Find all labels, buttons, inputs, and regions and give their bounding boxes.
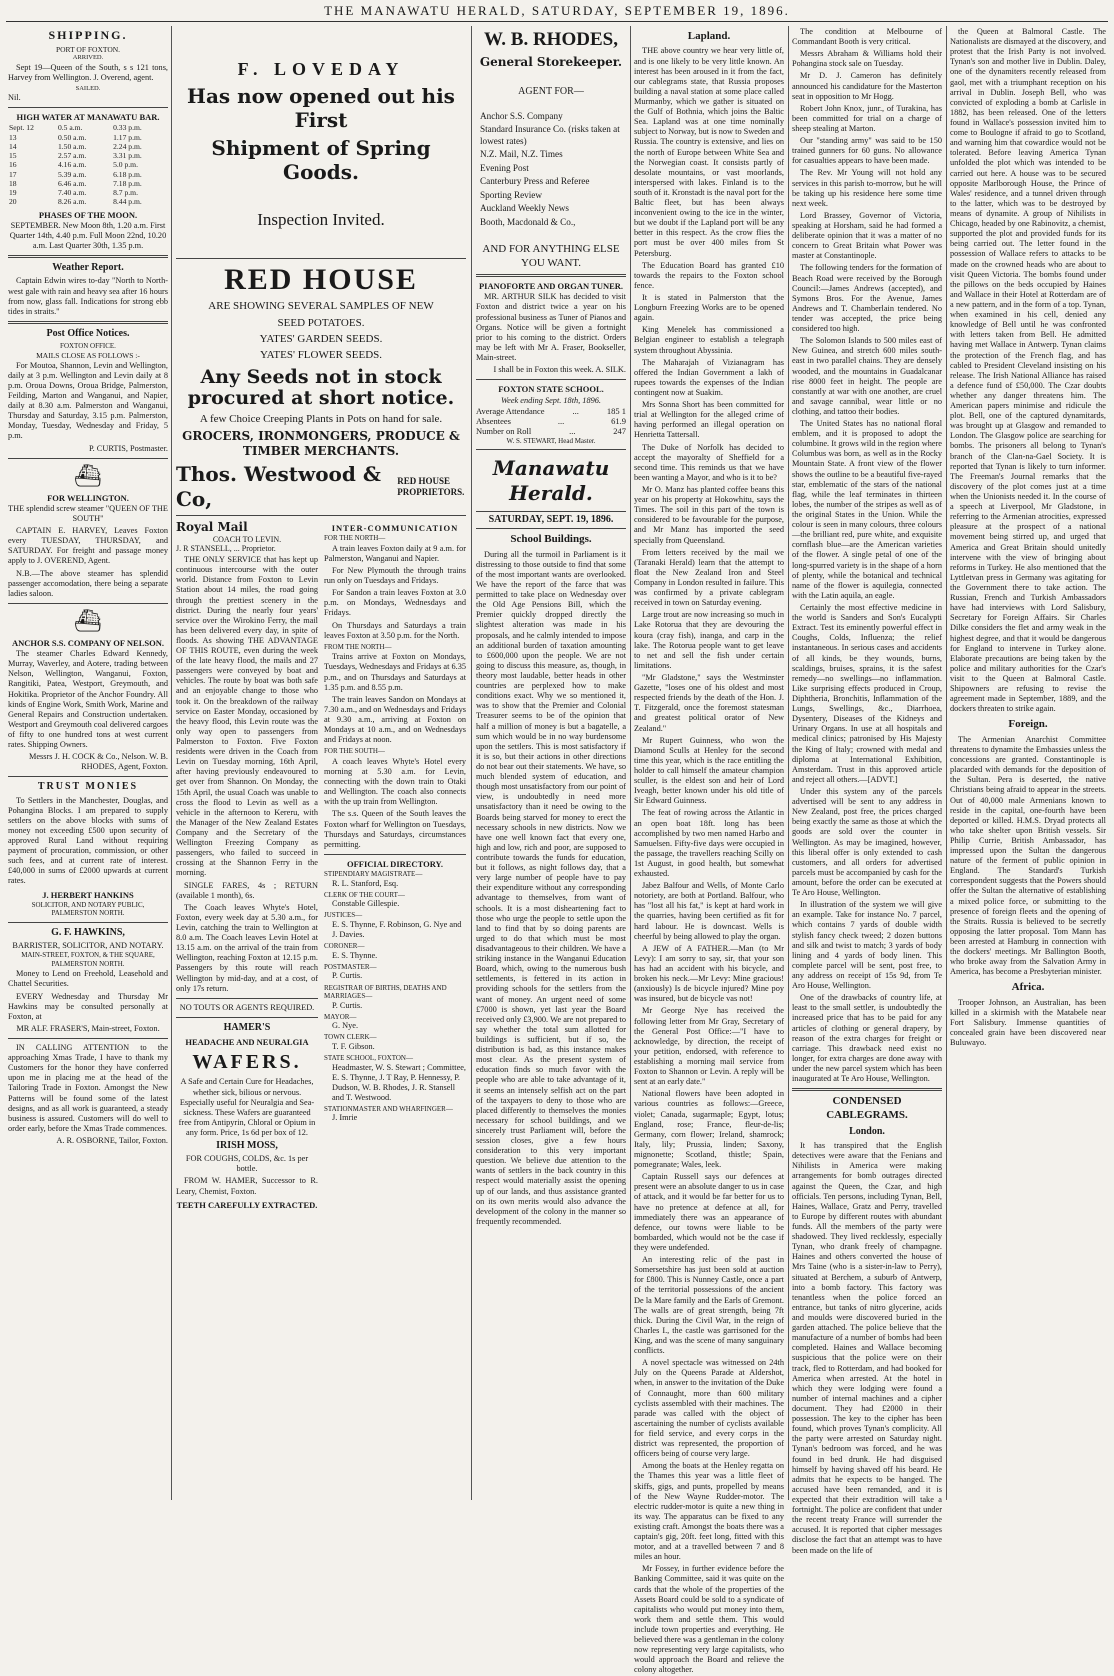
tide-cell: 5.39 a.m.: [57, 169, 87, 179]
steamer-nb: N.B.—The above steamer has splendid passenger accomodation, there being a separate ladies saloon.: [8, 568, 168, 598]
masthead-rule: [6, 21, 1108, 22]
tide-row: [8, 142, 168, 151]
tide-cell: 8.7 p.m.: [113, 188, 138, 198]
news-paragraph: The Solomon Islands to 500 miles east of New Guinea, and stretch 600 miles south-east in two parallel chains. They are densely wooded, and the mountains in Guadalcanar rise 8000 feet in height. The people are constantly at war with one another, are cruel and savage cannibal, wear little or no clothing, and tattoo their bodies.: [792, 336, 942, 416]
school-row: [476, 426, 626, 436]
tide-cell: 0.5 a.m.: [57, 123, 83, 133]
from-north-2: The train leaves Sandon on Mondays at 7.30 a.m., and on Wednesdays and Fridays at 9.30 a.m., arriving at Foxton on Mondays at 10 a.m., and on Wednesdays and Fridays at noon.: [324, 694, 466, 745]
loveday-name: F. LOVEDAY: [237, 59, 405, 79]
tide-cell: 1.50 a.m.: [57, 141, 87, 151]
piano-title: PIANOFORTE AND ORGAN TUNER.: [478, 281, 624, 292]
agency-item: Booth, Macdonald & Co.,: [480, 216, 576, 227]
agency-item: Auckland Weekly News: [480, 203, 569, 214]
tide-cell: 8.26 a.m.: [57, 197, 87, 207]
news-paragraph: Mr O. Manz has planted coffee beans this year on his property at Hokowhitu, says the Times. The soil in this part of the town is considered to be favourable for the purpose, and Mr Manz has imported the seed specially from Queensland.: [634, 485, 784, 545]
hankins-name: J. HERBERT HANKINS: [42, 889, 134, 900]
school-cell: Absentees: [476, 416, 511, 427]
directory-list: [324, 870, 466, 1123]
post-sub: FOXTON OFFICE.: [60, 342, 116, 351]
ship-icon: ⛴: [74, 462, 102, 488]
school-cell: 185 1: [606, 405, 626, 416]
news-paragraph: Our "standing army" was said to be 150 trained gunners for 60 guns. No allowance for casualties appears to have been made.: [792, 136, 942, 166]
school-row: [476, 416, 626, 426]
leader-article: During all the turmoil in Parliament is it distressing to those outside to find that some of the most important wants are overlooked. We have the report of the farce that was permitted to take place on Wednesday over the Old Age Pensions Bill, which the Premier quickly dropped directly the slightest alteration was made in his proposals, and he calmly intended to impose an additional burden of taxation amounting to £600,000 upon the people. We are not going to discuss this measure, as, though, in theory most laudable, better heads in other countries are perplexed how to make conditions exact. Why we so mentioned it, was to show that the Premier and Colonial Treasurer seems to be of the opinion that half a million of money is but a bagatelle, a sum which would be in no way burdensome upon the settlers. This is most satisfactory if it is so, but their actions in other directions do not bear out their statements. We have, so much blended system of education, and though most unsatisfactory from our point of view, is undoubtedly in need more unsatisfactory than it need be owing to the Boards being starved for money to erect the necessary schools in new districts. Now we have one well known fact that every one, high and low, rich and poor, are supposed to contribute towards the funds for education, but it follows, as night follows day, that a very large number of people have to pay their expenditure without any corresponding advantage to themselves, from want of schools. It is a most disheartening fact to those who urge the people to settle upon the land to find that by so doing parents are urged to do that which must be most disadvantageous to their children. We have a striking instance in the Wanganui Education Board, which, owing to the numerous bush settlements, is fettered in its action in providing schools for the settlers from the want of money. An urgent need of some £7000 is shown, yet last year the Board received only £3,900. We are not prepared to say whether the total sum allotted for buildings is sufficient, but if so, the distribution is bad, as this instance makes most clear. As the present system of education finds so much favor with the people who are able to take advantage of it, it seems an intensely selfish act on the part of the taxpayers to deny to those who are placed differently to themselves the monies necessary for school buildings, and we sincerely trust Parliament will, before the session closes, give a few hours consideration to this very important question. We believe due attention to the wants of settlers in the back country in this respect would materially assist the opening up of our lands, and thus assistance granted on its own merits would also advance the development of the colony in the manner so frequently recommended.: [476, 549, 626, 1226]
agency-item: Canterbury Press and Referee: [480, 176, 590, 187]
tide-row: [8, 179, 168, 188]
school-cell: ...: [572, 405, 579, 416]
column-divider: [946, 26, 947, 1500]
divider: [176, 1017, 318, 1018]
divider: [8, 255, 168, 258]
lapland-title: Lapland.: [687, 30, 731, 42]
fares: SINGLE FARES, 4s ; RETURN (available 1 month), 6s.: [176, 880, 318, 900]
coach-text: THE ONLY SERVICE that has kept up continuous intercourse with the outer world. Distance from Foxton to Levin Station about 14 miles, the road going through the prettiest scenery in the district. During the nearly four years' service over the Wirokino Ferry, the mail has been delivered every day, in spite of floods. As showing THE ADVANTAGE OF THIS ROUTE, even during the week of the late heavy flood, the mails and 27 passengers were conveyed by boat and vehicles. The route by boat was both safe and an enjoyable change to those who took it. On the breakdown of the railway service on Easter Monday, occasioned by the heavy flood, this Levin route was the only way open to passengers from Palmerston to Foxton. Five Foxton residents were driven in the Coach from Levin on Tuesday morning, 16th April, after having previously endeavoured to get over from Shannon. On Monday, the 15th April, the usual Coach was unable to cross the flood to Levin as well as a vehicle in the afternoon to Kereru, with the Manager of the New Zealand Estates Company and the Secretary of the Wellington Freezing Company as passengers, who failed to succeed in crossing at the Shannon Ferry in the morning.: [176, 555, 318, 878]
tide-cell: 18: [9, 178, 17, 188]
news-paragraph: "Mr Gladstone," says the Westminster Gazette, "loses one of his oldest and most respected friends by the death of the Hon. J. T. Fitzgerald, once the foremost statesman and greatest political orator of New Zealand.": [634, 672, 784, 733]
tide-cell: 19: [9, 188, 17, 198]
london-text: It has transpired that the English detectives were aware that the Fenians and Nihilists in America were making arrangements for bomb outrages directed against the Queen, the Czar, and high officials. Ten persons, including Tynan, Bell, Haines, Wallace, Gratz and Perry, travelled to Europe by different routes with abundant funds. All the members of the party were shadowed. They lived recklessly, especially Tynan, who drank freely of champagne. Haines and others converted the house of Mrs Taine (who is a sister-in-law to Perry), situated at Berchem, a suburb of Antwerp, into a bomb factory. This factory was tenantless when the police forced an entrance, but tanks of nitro glycerine, acids and moulds were discovered buried in the garden attached. The police believe that the manufacture of a number of bombs had been completed. Haines and Wallace becoming suspicious that the police were on their track, fled to Rotterdam, and had booked for America when arrested. At the hotel in which they were lodging were found a number of internal machines and a cipher document. They had £2000 in their possession. The key to the cipher has been found, which proves Tynan's complicity. All the party were arrested on Saturday night. Tynan's bedroom was forced, and he was found in bed drunk. He had disguised himself by having shaved off his beard. He admits that he expects to be hanged. The accused have been remanded, and it is expected that their extradition will take a fortnight. The police are confident that under the recent treaty France will surrender the accused. It is reported that cipher messages disclose the fact that an attempt was to have been made on the life of: [792, 1141, 942, 1555]
royal-mail: Royal Mail: [176, 519, 248, 534]
column-divider: [630, 26, 631, 1500]
directory-office: JUSTICES—: [324, 911, 363, 920]
news-paragraph: The United States has no national floral emblem, and it is proposed to adopt the columbine. It grows wild in the region where Columbus was born, as well as in the Rocky Mountain State. A front view of the flower shows the outline to be a beautiful five-rayed star, emblematic of the stars of the national flag, while the leaf terminates in thirteen lobes, the number of the stripes as well as of the original States in the Union. While the colour is seen in many colours, three colours—the brilliant red, pure white, and exquisite cornflash blue—are the American varieties of the flower. A single petal of one of the long-spurred variety is in the shape of a horn of plenty, while the botanical and technical name of the flower is aquilegia, connected with the Latin aquila, an eagle.: [792, 419, 942, 600]
seed-potatoes: SEED POTATOES.: [277, 316, 365, 329]
divider: [476, 379, 626, 380]
divider: [8, 922, 168, 923]
steamer-text: CAPTAIN E. HARVEY, Leaves Foxton every TUESDAY, THURSDAY, and SATURDAY. For freight and passage money apply to J. OVEREND, Agent.: [8, 526, 168, 566]
news-paragraph: The Rev. Mr Young will not hold any services in this parish to-morrow, but he will be taking up his residence here some time next week.: [792, 168, 942, 208]
hamer-sign: FROM W. HAMER, Successor to R. Leary, Chemist, Foxton.: [176, 1176, 318, 1196]
tide-cell: 7.18 p.m.: [113, 178, 142, 188]
showing-text: ARE SHOWING SEVERAL SAMPLES OF NEW: [208, 300, 434, 313]
masthead: [0, 0, 1114, 22]
news-paragraph: The following tenders for the formation of Beach Road were received by the Borough Council:—James Andrews (accepted), and Symons Bros. For the Avenue, James Andrews and T. Chamberlain tendered. No tender was accepted, the price being considered too high.: [792, 263, 942, 334]
weather-title: Weather Report.: [52, 262, 124, 274]
africa-title: Africa.: [1011, 981, 1045, 994]
agency-item: Sporting Review: [480, 189, 543, 200]
sailed-label: SAILED.: [75, 84, 101, 92]
tide-cell: 16: [9, 160, 17, 170]
school-attendance: [476, 406, 626, 437]
inspection-invited: Inspection Invited.: [257, 210, 385, 230]
fraser-address: MR ALF. FRASER'S, Main-street, Foxton.: [16, 1023, 160, 1033]
tide-cell: 0.33 p.m.: [113, 123, 142, 133]
london-continued: the Queen at Balmoral Castle. The Nationalists are dismayed at the discovery, and protest that the Irish Party is not involved. Tynan's son and mother live in Dublin. Daley, one of the dynamiters recently released from gaol, met with a triumphant reception on his arrival in Dublin. Joseph Bell, who was convicted of exploding a bomb at Carlisle in 1882, has been released. One of the letters found in Wallace's possession invited him to come to Boulogne if afraid to go to Scotland, and warning him that cowardice would not be tolerated. Before leaving America Tynan unfolded the plot which was intended to be carried out here. A house was to be secured opposite Marlborough House, the Prince of Wales' residence, and a tunnel driven through to the latter, which was to be destroyed by means of dynamite. A group of Nihilists in Chicago, headed by one Rabinovitz, a chemist, supported the plot and provided funds for its being carried out. The letter found in the possession of Wallace refers to attacks to be made on the crowned heads who are about to visit Queen Victoria. The bombs found under the pillows on the beds occupied by Haines and Wallace in their Hotel at Rotterdam are of a new pattern, and in the form of a top. Tynan, when examined in his cell, denied any knowledge of Bell until he was confronted with letters taken from Bell. He admitted having met Wallace in Antwerp. Tynan claims the protection of the French flag, and has cabled to President Cleveland insisting on his release. The Irish National Alliance has raised a defence fund of £50,000. The Czar doubts whether any danger threatens him. The American papers minimise and ridicule the plot. Bell, one of the captured dynamitards, was brought up at Glasgow and remanded to London. The Glasgow police are searching for bombs. The prisoners all belong to Tynan's branch of the Clan-na-Gael Society. It is reported that Tynan is likely to turn informer. The Freeman's Journal remarks that the discovery of the plot comes just at a time when the Unionists needed it. In the course of a speech at Liverpool, Mr Gladstone, in referring to the Armenian atrocities, expressed pleasure at the prospect of a national movement being stirred up, and urged that America and Great Britain should unitedly intervene with the view of bringing about reforms in Turkey. He also mentioned that the Lyttletvan press in Germany was agitating for the Government there to take action. The Russian, French and Turkish Ambassadors have had interviews with Lord Salisbury, Secretary for Foreign Affairs. Sir Charles Dilke considers the flet and army weak in the highest degree, and that it would be dangerous for England to intervene in Turkey alone. Elaborate precautions are being taken by the police and military authorities for the Czar's visit to the Queen at Balmoral Castle. Shipowners are refusing to revise the agreement made in September, 1889, and the dockers threaten to strike again.: [950, 27, 1106, 714]
wafers-title: WAFERS.: [192, 1051, 302, 1074]
directory-holder: Headmaster, W. S. Stewart ; Committee, E. S. Thynne, J. T Ray, P. Hennessy, P. Dudson, W. B. Rhodes, J. R. Stansell and T. Westwood.: [332, 1062, 467, 1102]
inter-communication: [324, 520, 466, 1211]
divider: [476, 274, 626, 277]
tide-cell: 2.57 a.m.: [57, 151, 87, 161]
red-house-title: RED HOUSE: [224, 263, 418, 297]
for-north-label: FOR THE NORTH—: [324, 534, 386, 543]
news-paragraph: King Menelek has commissioned a Belgian engineer to establish a telegraph system throughout Abyssinia.: [634, 325, 784, 355]
arrived-label: ARRIVED.: [72, 53, 104, 61]
south-2: The s.s. Queen of the South leaves the Foxton wharf for Wellington on Tuesdays, Thursdays and Saturdays, circumstances permitting.: [324, 809, 466, 849]
westwood-name: Thos. Westwood & Co,: [176, 462, 381, 511]
directory-office: STATIONMASTER AND WHARFINGER—: [324, 1104, 453, 1113]
hamers-title: HAMER'S: [223, 1021, 271, 1033]
no-touts: NO TOUTS OR AGENTS REQUIRED.: [179, 1002, 315, 1012]
directory-holder: G. Nye.: [332, 1021, 359, 1031]
wafers-text: A Safe and Certain Cure for Headaches, whether sick, bilious or nervous. Especially useful for Neuralgia and Sea-sickness. These Wafers are guaranteed free from Antipyrin, Chloral or Opium in any form. Price, 1s 6d per box of 12.: [178, 1077, 316, 1137]
masthead-title: THE MANAWATU HERALD, SATURDAY, SEPTEMBER 19, 1896.: [324, 3, 790, 18]
anything-else: AND FOR ANYTHING ELSE YOU WANT.: [482, 243, 620, 269]
directory-title: OFFICIAL DIRECTORY.: [346, 858, 444, 869]
wellington-title: FOR WELLINGTON.: [47, 492, 129, 503]
mails-close: MAILS CLOSE AS FOLLOWS :-: [36, 350, 140, 360]
school-cell: Number on Roll: [476, 426, 532, 437]
tide-cell: 5.0 p.m.: [113, 160, 138, 170]
anchor-agent: Messrs J. H. COCK & Co., Nelson. W. B. RHODES, Agent, Foxton.: [29, 752, 168, 772]
directory-holder: E. S. Thynne.: [332, 950, 378, 960]
tide-cell: 6.18 p.m.: [113, 169, 142, 179]
agency-item: Evening Post: [480, 162, 529, 173]
high-water-title: HIGH WATER AT MANAWATU BAR.: [16, 111, 160, 122]
school-cell: Average Attendance: [476, 405, 545, 416]
shipping-title: SHIPPING.: [48, 28, 128, 42]
grocers: GROCERS, IRONMONGERS, PRODUCE & TIMBER MERCHANTS.: [182, 428, 460, 458]
agency-list: [476, 111, 626, 229]
column-5: [792, 26, 942, 1555]
stansell: J. R STANSELL, ... Proprietor.: [176, 544, 276, 554]
directory-office: REGISTRAR OF BIRTHS, DEATHS AND MARRIAGES—: [324, 983, 447, 1001]
directory-holder: T. F. Gibson.: [332, 1041, 375, 1051]
column-6: [950, 26, 1106, 1500]
ship-icon: ⛴: [74, 607, 102, 633]
news-paragraph: From letters received by the mail we (Taranaki Herald) learn that the attempt to float the New Zealand Iron and Steel Company in London resulted in failure. This was confirmed by a private cablegram received in town on Saturday evening.: [634, 547, 784, 608]
weather-text: Captain Edwin wires to-day "North to North-west gale with rain and heavy sea after 16 hours from now, glass fall. Indications for strong ebb tides in straits.": [8, 276, 168, 316]
school-cell: ...: [569, 426, 576, 437]
column-3: [476, 26, 626, 1500]
news-paragraph: Mr Fossey, in further evidence before the Banking Committee, said it was quite on the cards that the whole of the properties of the Assets Board could be sold to a syndicate of capitalists who would put money into them, work them and settle them. This would include town properties and everything. He believed there was a gentleman in the colony now representing very large capitalists, who would approach the Board and relieve the colony altogether.: [634, 1564, 784, 1675]
news-paragraph: Among the boats at the Henley regatta on the Thames this year was a little fleet of skiffs, gigs, and punts, propelled by means of the New Wayne Rudder-motor. The electric rudder-motor is quite a new thing in its way. The apparatus can be fixed to any existing craft. Amongst the boats there was a captain's gig, 20ft. feet long, fitted with this motor, and at a travelled between 7 and 8 miles an hour.: [634, 1461, 784, 1562]
tide-row: [8, 160, 168, 169]
news-paragraph: It is stated in Palmerston that the Longburn Freezing Works are to be opened again.: [634, 293, 784, 323]
divider: [8, 458, 168, 459]
tide-row: [8, 197, 168, 206]
divider: [792, 1088, 942, 1091]
foreign-title: Foreign.: [1008, 718, 1048, 731]
coach-advert: [176, 520, 318, 1211]
directory-office: CORONER—: [324, 942, 365, 951]
divider: [8, 321, 168, 324]
london-title: London.: [849, 1125, 885, 1137]
coach-title: COACH TO LEVIN.: [212, 534, 282, 544]
trust-title: TRUST MONIES: [37, 781, 139, 793]
school-cell: ...: [557, 416, 565, 427]
directory-office: STATE SCHOOL, FOXTON—: [324, 1053, 413, 1062]
tide-table: [8, 123, 168, 206]
foreign-text: The Armenian Anarchist Committee threatens to dynamite the Embassies unless the concessions are granted. Constantinople is placarded with demands for the deposition of the Sultan. Pera is deserted, the native Christians being afraid to appear in the streets. Out of 40,000 male Armenians known to reside in the capital, one-fourth have been deported or killed. H.M.S. Dryad protects all who take shelter upon British vessels. Sir Philip Currie, British Ambassador, has impressed upon the Sultan the dangerous nature of the ferment of public opinion in England. The Standard's Turkish correspondent suggests that the Powers should offer the Sultan the alternative of establishing a mixed police force, or submitting to the presence of foreign fleets and the opening of the Straits. Russia is believed to be secretly opposing the latter proposal. Tom Mann has been arrested at Hamburg in connection with the dockers' meetings. Mr Ballington Booth, who broke away from the Salvation Army in America, has become a Presbyterian minister.: [950, 734, 1106, 977]
tide-cell: 1.17 p.m.: [113, 132, 142, 142]
storekeeper: General Storekeeper.: [479, 54, 623, 69]
column-divider: [788, 26, 789, 1500]
agent-for: AGENT FOR—: [518, 85, 584, 97]
column-divider: [171, 26, 172, 1500]
steamer-name: THE splendid screw steamer "QUEEN OF THE SOUTH": [8, 503, 168, 523]
every-text: EVERY Wednesday and Thursday Mr Hawkins may be consulted personally at Foxton, at: [8, 991, 168, 1021]
tide-row: [8, 170, 168, 179]
directory-office: MAYOR—: [324, 1012, 357, 1021]
divider: [176, 515, 466, 516]
directory-office: POSTMASTER—: [324, 962, 377, 971]
from-north-label: FROM THE NORTH—: [324, 642, 392, 651]
trust-text: To Settlers in the Manchester, Douglas, and Pohangina Blocks. I am prepared to supply settlers on the above blocks with sums of money not exceeding £500 upon security of approved Rural Land without requiring payment of procuration, commission, or other such fees, and at current rate of interest. £40,000 in sums of £2000 upwards at current rates.: [8, 795, 168, 886]
news-notes: [792, 27, 942, 1084]
news-paragraph: The condition at Melbourne of Commandant Booth is very critical.: [792, 27, 942, 47]
tide-cell: Sept. 12: [9, 123, 34, 133]
rhodes-name: W. B. RHODES,: [484, 29, 618, 50]
divider: [176, 258, 466, 259]
tide-row: [8, 151, 168, 160]
tide-cell: 2.24 p.m.: [113, 141, 142, 151]
news-paragraph: Mrs Sonna Short has been committed for trial at Wellington for the alleged crime of having performed an illegal operation on Henrietta Tattersall.: [634, 400, 784, 440]
news-paragraph: Large trout are now increasing so much in Lake Rotorua that they are devouring the koura (cray fish), inanga, and carp in the lake. The Rotorua people want to get leave to net and sell the fish under certain limitations.: [634, 610, 784, 670]
divider: [476, 449, 626, 450]
divider: [324, 854, 466, 855]
news-paragraph: Robert John Knox, junr., of Turakina, has been committed for trial on a charge of sheep stealing at Marton.: [792, 103, 942, 133]
divider: [8, 1038, 168, 1039]
directory-holder: Constable Gillespie.: [332, 899, 400, 909]
south-1: A coach leaves Whyte's Hotel every morning at 5.30 a.m. for Levin, connecting with the down train to Otaki and Wellington. The coach also connects with the up train from Wellington.: [324, 756, 466, 807]
directory-holder: J. Imrie: [332, 1113, 358, 1123]
tide-cell: 17: [9, 169, 17, 179]
irish-text: FOR COUGHS, COLDS, &c. 1s per bottle.: [185, 1154, 309, 1174]
from-north-1: Trains arrive at Foxton on Mondays, Tuesdays, Wednesdays and Fridays at 6.35 p.m., and on Thursdays and Saturdays at 1.35 p.m. and 8.55 p.m.: [324, 652, 466, 692]
hankins-sub: SOLICITOR, AND NOTARY PUBLIC, PALMERSTON NORTH.: [31, 900, 145, 918]
lapland-text: THE above country we hear very little of, and is one likely to be very little known. An interest has been aroused in it from the fact, our cablegrams state, that Russia proposes building a naval station at some place called Murmanby, which we gather is situated on the Gulf of Bothnia, which joins the Baltic Sea. Lapland was at one time nominally subject to Norway, but is now to Sweden and Russia. The country is extensive, and lies on the north of Europe between White Sea and the Norwegian coast. It consists partly of desolate mountains, or vast moorlands, interspersed with lakes. Finland is to the south of it. Kronstadt is the naval port for the Baltic fleet, but has been always inconvenient owing to the ice in the winter, but we doubt if the Lapland port will be any better in this respect. As the crow flies the port must be over 400 miles from St Petersburg.: [634, 46, 784, 258]
north-2: For New Plymouth the through trains run only on Tuesdays and Fridays.: [324, 566, 466, 586]
tide-cell: 6.46 a.m.: [57, 178, 87, 188]
news-paragraph: Mr Rupert Guinness, who won the Diamond Sculls at Henley for the second time this year, which is the race entitling the holder to call himself the amateur champion sculler, is the eldest son and heir of Lord Iveagh, better known under his old title of Sir Edward Guinness.: [634, 735, 784, 806]
divider: [176, 998, 318, 999]
column-2: [176, 26, 466, 1500]
post-title: Post Office Notices.: [46, 327, 130, 339]
piano-sign: I shall be in Foxton this week. A. SILK.: [493, 365, 626, 375]
divider: [8, 776, 168, 777]
any-seeds: Any Seeds not in stock procured at short notice.: [187, 365, 455, 409]
tide-row: [8, 188, 168, 197]
column-4: [634, 26, 785, 1675]
school-cell: 61.9: [611, 416, 626, 427]
anchor-text: The steamer Charles Edward Kennedy, Murray, Waverley, and Aotere, trading between Nelson, Wellington, Wanganui, Foxton, Rangitiki, Patea, Westport, Greymouth, and Hokitika. Proprietor of the Anchor Foundry. All kinds of Engine Work, Smith Work, Marine and General Repairs and Construction undertaken. Westport and Greymouth coal delivered cargoes of fifty to one hundred tons at west current rates. Shipping Owners.: [8, 649, 168, 750]
directory-holder: R. L. Stanford, Esq.: [332, 878, 399, 888]
school-title: FOXTON STATE SCHOOL.: [498, 384, 604, 395]
directory-office: STIPENDIARY MAGISTRATE—: [324, 870, 423, 879]
news-paragraph: In illustration of the system we will give an example. Take for instance No. 7 parcel, which contains 7 yards of double width stylish fancy check tweed; 2 dozen buttons and silk and twist to match; 3 yards of body lining and 4 yards of body linen. This complete parcel will be sent, post free, to any address on receipt of 15s 9d, from Te Aro House, Wellington.: [792, 900, 942, 991]
directory-holder: P. Curtis.: [332, 1000, 363, 1010]
loveday-line1: Has now opened out his First: [187, 83, 455, 133]
piano-text: MR. ARTHUR SILK has decided to visit Foxton and district twice a year on his professional business as Tuner of Pianos and Organs. Notice will be given a fortnight prior to his coming to the district. Orders may be left with Mr A. Fraser, Bookseller, Main-street.: [476, 292, 626, 363]
xmas-text: IN CALLING ATTENTION to the approaching Xmas Trade, I have to thank my Customers for the honor they have conferred upon me in placing me at the head of the Tailoring Trade in Foxton. Amongst the New Patterns will be found some of the latest designs, and as all work is guaranteed, a steady business is assured. Customers will do well to order early, before the Xmas Trade commences.: [8, 1042, 168, 1133]
directory-office: CLERK OF THE COURT—: [324, 890, 405, 899]
directory-holder: P. Curtis.: [332, 971, 363, 981]
tide-cell: 20: [9, 197, 17, 207]
agency-item: Anchor S.S. Company: [480, 110, 563, 121]
flower-seeds: YATES' FLOWER SEEDS.: [259, 349, 383, 362]
hawkins-name: G. F. HAWKINS,: [51, 926, 125, 938]
news-paragraph: Certainly the most effective medicine in the world is Sanders and Son's Eucalypti Extract. Test its eminently powerful effect in Coughs, Colds, Influenza; the relief instantaneous. In serious cases and accidents of all kinds, be they wounds, burns, scaldings, bruises, sprains, it is the safest remedy—no swellings—no inflammation. Like surprising effects produced in Croup, Diphtheria, Bronchitis, Inflammation of the Lungs, Swellings, &c., Diarrhoea, Dysentery, Diseases of the Kidneys and Urinary Organs. In use at all hospitals and medical clinics; patronised by His Majesty the King of Italy; crowned with medal and diploma at International Exhibition, Amsterdam. Trust in this approved article and reject all others.—[ADVT.]: [792, 603, 942, 784]
tide-row: [8, 123, 168, 132]
news-paragraph: Mr D. J. Cameron has definitely announced his candidature for the Masterton seat in opposition to Mr Hogg.: [792, 71, 942, 101]
africa-text: Trooper Johnson, an Australian, has been killed in a skirmish with the Matabele near Fort Salisbury. Immense quantities of concealed grain have been discovered near Buluwayo.: [950, 997, 1106, 1048]
news-paragraph: National flowers have been adopted in various countries as follows:—Greece, violet; Canada, sugarmaple; Egypt, lotus; England, rose; France, fleur-de-lis; Germany, corn flower; Ireland, shamrock; Italy, lily; Prussia, linden; Saxony, mignonette; Scotland, thistle; Spain, pomegranate; Wales, leek.: [634, 1089, 784, 1170]
agency-item: N.Z. Mail, N.Z. Times: [480, 149, 563, 160]
news-paragraph: The Education Board has granted £10 towards the repairs to the Foxton school fence.: [634, 260, 784, 290]
north-4: On Thursdays and Saturdays a train leaves Foxton at 3.50 p.m. for the North.: [324, 620, 466, 640]
tide-cell: 0.50 a.m.: [57, 132, 87, 142]
tide-cell: 7.40 a.m.: [57, 188, 87, 198]
agency-item: Standard Insurance Co. (risks taken at lowest rates): [480, 124, 620, 146]
port-label: PORT OF FOXTON.: [55, 44, 121, 54]
proprietors: RED HOUSE PROPRIETORS.: [397, 475, 465, 497]
school-sub: Week ending Sept. 18th, 1896.: [501, 395, 601, 405]
column-divider: [471, 26, 472, 1500]
arrived-text: Sept 19—Queen of the South, s s 121 tons, Harvey from Wellington. J. Overend, agent.: [8, 62, 168, 82]
news-paragraph: Jabez Balfour and Wells, of Monte Carlo notoriety, are both at Portland. Balfour, who has "lost all his fat," is kept at hard work in the quarries, having been certified as fit for hard labour. He is downcast. Wells is cheerful by being allowed to play the organ.: [634, 881, 784, 941]
sailed-nil: Nil.: [8, 92, 21, 102]
anchor-title: ANCHOR S.S. COMPANY OF NELSON.: [12, 637, 164, 648]
news-paragraph: Messrs Abraham & Williams hold their Pohangina stock sale on Tuesday.: [792, 49, 942, 69]
herald-title: Manawatu Herald.: [492, 456, 610, 505]
news-paragraph: The feat of rowing across the Atlantic in an open boat 18ft. long has been accomplished by two men named Harbo and Samuelsen. Fifty-five days were occupied in the passage, the travellers reaching Scilly on 1st August, in good health, but somewhat exhausted.: [634, 808, 784, 879]
hawkins-sub: BARRISTER, SOLICITOR, AND NOTARY.: [12, 941, 164, 951]
school-buildings-title: School Buildings.: [510, 533, 592, 546]
irish-moss: IRISH MOSS,: [216, 1140, 278, 1152]
news-paragraph: Lord Brassey, Governor of Victoria, speaking at Horsham, said he had formed a deliberate opinion that it was a matter of no concern to Great Britain what Power was master at Constantinople.: [792, 210, 942, 261]
hawkins-money: Money to Lend on Freehold, Leasehold and Chattel Securities.: [8, 969, 168, 989]
news-paragraph: The Maharajah of Vizianagram has offered the Indian Government a lakh of rupees towards the expenses of the Indian contingent now at Suakim.: [634, 357, 784, 398]
teeth: TEETH CAREFULLY EXTRACTED.: [176, 1199, 318, 1210]
news-paragraph: An interesting relic of the past in Somersetshire has just been sold at auction for £800. This is Nunney Castle, once a part of the territorial possessions of the ancient De la Mare family and the Earls of Gremont. The walls are of great strength, being 7ft thick. During the Civil War, in the reign of Charles I., the castle was garrisoned for the King, and was the scene of many sanguinary conflicts.: [634, 1255, 784, 1356]
moon-title: PHASES OF THE MOON.: [38, 209, 138, 220]
inter-title: INTER-COMMUNICATION: [331, 522, 459, 533]
for-south-label: FOR THE SOUTH—: [324, 747, 385, 756]
column-1: [8, 26, 168, 1500]
tide-cell: 8.44 p.m.: [113, 197, 142, 207]
news-paragraph: Mr George Nye has received the following letter from Mr Gray, Secretary of the General Post Office:—"I have to acknowledge, by direction, the receipt of your petition, endorsed, with reference to establishing a morning mail service from Foxton to Shannon or Levin. A reply will be sent at an early date.": [634, 1006, 784, 1087]
loveday-line2: Shipment of Spring Goods.: [211, 135, 431, 184]
tide-cell: 4.16 a.m.: [57, 160, 87, 170]
news-paragraph: Under this system any of the parcels advertised will be sent to any address in New Zealand, post free, the prices charged being exactly the same as those at which the goods are sold over the counter in Wellington. As may be imagined, however, this liberal offer is only extended to cash customers, and all orders for advertised parcels must be accompanied by cash for the amount, before the order can be executed at Te Aro House, Wellington.: [792, 786, 942, 898]
school-cell: 247: [613, 426, 626, 437]
creeping-plants: A few Choice Creeping Plants in Pots on hand for sale.: [199, 412, 443, 425]
mails-text: For Moutoa, Shannon, Levin and Wellington, daily at 3 p.m. Wellington and Levin daily at 8 p.m. Oroua Downs, Oroua Bridge, Palmerston, Feilding, Marton and Wanganui, and Napier, daily at 8.30 a.m. Palmerston and Wanganui, Thursday and Saturday, 3.15 p.m. Palmerston, Monday, Tuesday, Wednesday and Friday, 5 p.m.: [8, 360, 168, 441]
hawkins-addr: MAIN-STREET, FOXTON, & THE SQUARE, PALMERSTON NORTH.: [21, 951, 155, 968]
school-row: [476, 406, 626, 416]
osborne-sign: A. R. OSBORNE, Tailor, Foxton.: [56, 1135, 168, 1145]
headache-title: HEADACHE AND NEURALGIA: [185, 1037, 309, 1048]
news-paragraph: One of the drawbacks of country life, at least to the small settler, is undoubtedly the increased price that has to be paid for any articles of clothing or general drapery, by reason of the extra charges for freight or carriage. This drawback need exist no longer, for extra charges are done away with under the new parcel system which has been inaugurated at Te Aro House, Wellington.: [792, 993, 942, 1084]
moon-text: SEPTEMBER. New Moon 8th, 1.20 a.m. First Quarter 14th, 4.40 p.m. Full Moon 22nd, 10.20 a.m. Last Quarter 30th, 1.35 p.m.: [9, 220, 167, 251]
condensed-title: CONDENSED CABLEGRAMS.: [826, 1095, 908, 1121]
garden-seeds: YATES' GARDEN SEEDS.: [259, 332, 383, 345]
tide-cell: 3.31 p.m.: [113, 151, 142, 161]
tide-cell: 15: [9, 151, 17, 161]
herald-date: SATURDAY, SEPT. 19, 1896.: [476, 511, 626, 529]
news-paragraph: A JEW of A FATHER.—Man (to Mr Levy): I am sorry to say, sir, that your son has had an accident with his bicycle, and broken his neck.—Mr Levy: Mine gracious! (anxiously) Is de bicycle injured? Mine poy was insured, but de bicycle vas not!: [634, 943, 784, 1004]
whytes-text: The Coach leaves Whyte's Hotel, Foxton, every week day at 5.30 a.m., for Levin, catching the train to Wellington at 8.0 a.m. The Coach leaves Levin Hotel at 13.15 a.m. on the arrival of the train from Wellington, reaching Foxton at 12.15 p.m. Passengers by this route will reach Wellington by mid-day, and at a cost, of only 17s return.: [176, 902, 318, 993]
news-paragraph: Captain Russell says our defences at present were an absolute danger to us in case of attack, and it would be far better for us to have no pretence at defence at all, for immediately there was an appearance of defence, our towns were liable to be bombarded, which would not be the case if they were undefended.: [634, 1172, 784, 1252]
divider: [8, 603, 168, 604]
directory-holder: E. S. Thynne, F. Robinson, G. Nye and J. Davies.: [332, 920, 462, 940]
north-1: A train leaves Foxton daily at 9 a.m. for Palmerston, Wanganui and Napier.: [324, 543, 466, 563]
news-paragraph: A novel spectacle was witnessed on 24th July on the Queens Parade at Aldershot, when, in answer to the invitation of the Duke of Connaught, more than 600 military cyclists assembled with their machines. The parade was called with the object of ascertaining the number of cyclists available for field service, and every corps in the district was represented, the proportion of officers being of course very large.: [634, 1358, 785, 1459]
postmaster: P. CURTIS, Postmaster.: [88, 443, 168, 453]
directory-office: TOWN CLERK—: [324, 1033, 377, 1042]
tide-cell: 14: [9, 141, 17, 151]
north-3: For Sandon a train leaves Foxton at 3.0 p.m. on Mondays, Wednesdays and Fridays.: [324, 588, 466, 618]
news-paragraph: The Duke of Norfolk has decided to accept the mayoralty of Sheffield for a second time. This reminds us that we have been wanting a Mayor, and who is it to be?: [634, 442, 784, 482]
divider: [8, 107, 168, 108]
tide-cell: 13: [9, 132, 17, 142]
school-sign: W. S. STEWART, Head Master.: [506, 436, 596, 445]
tide-row: [8, 133, 168, 142]
news-notes: [634, 261, 784, 1676]
